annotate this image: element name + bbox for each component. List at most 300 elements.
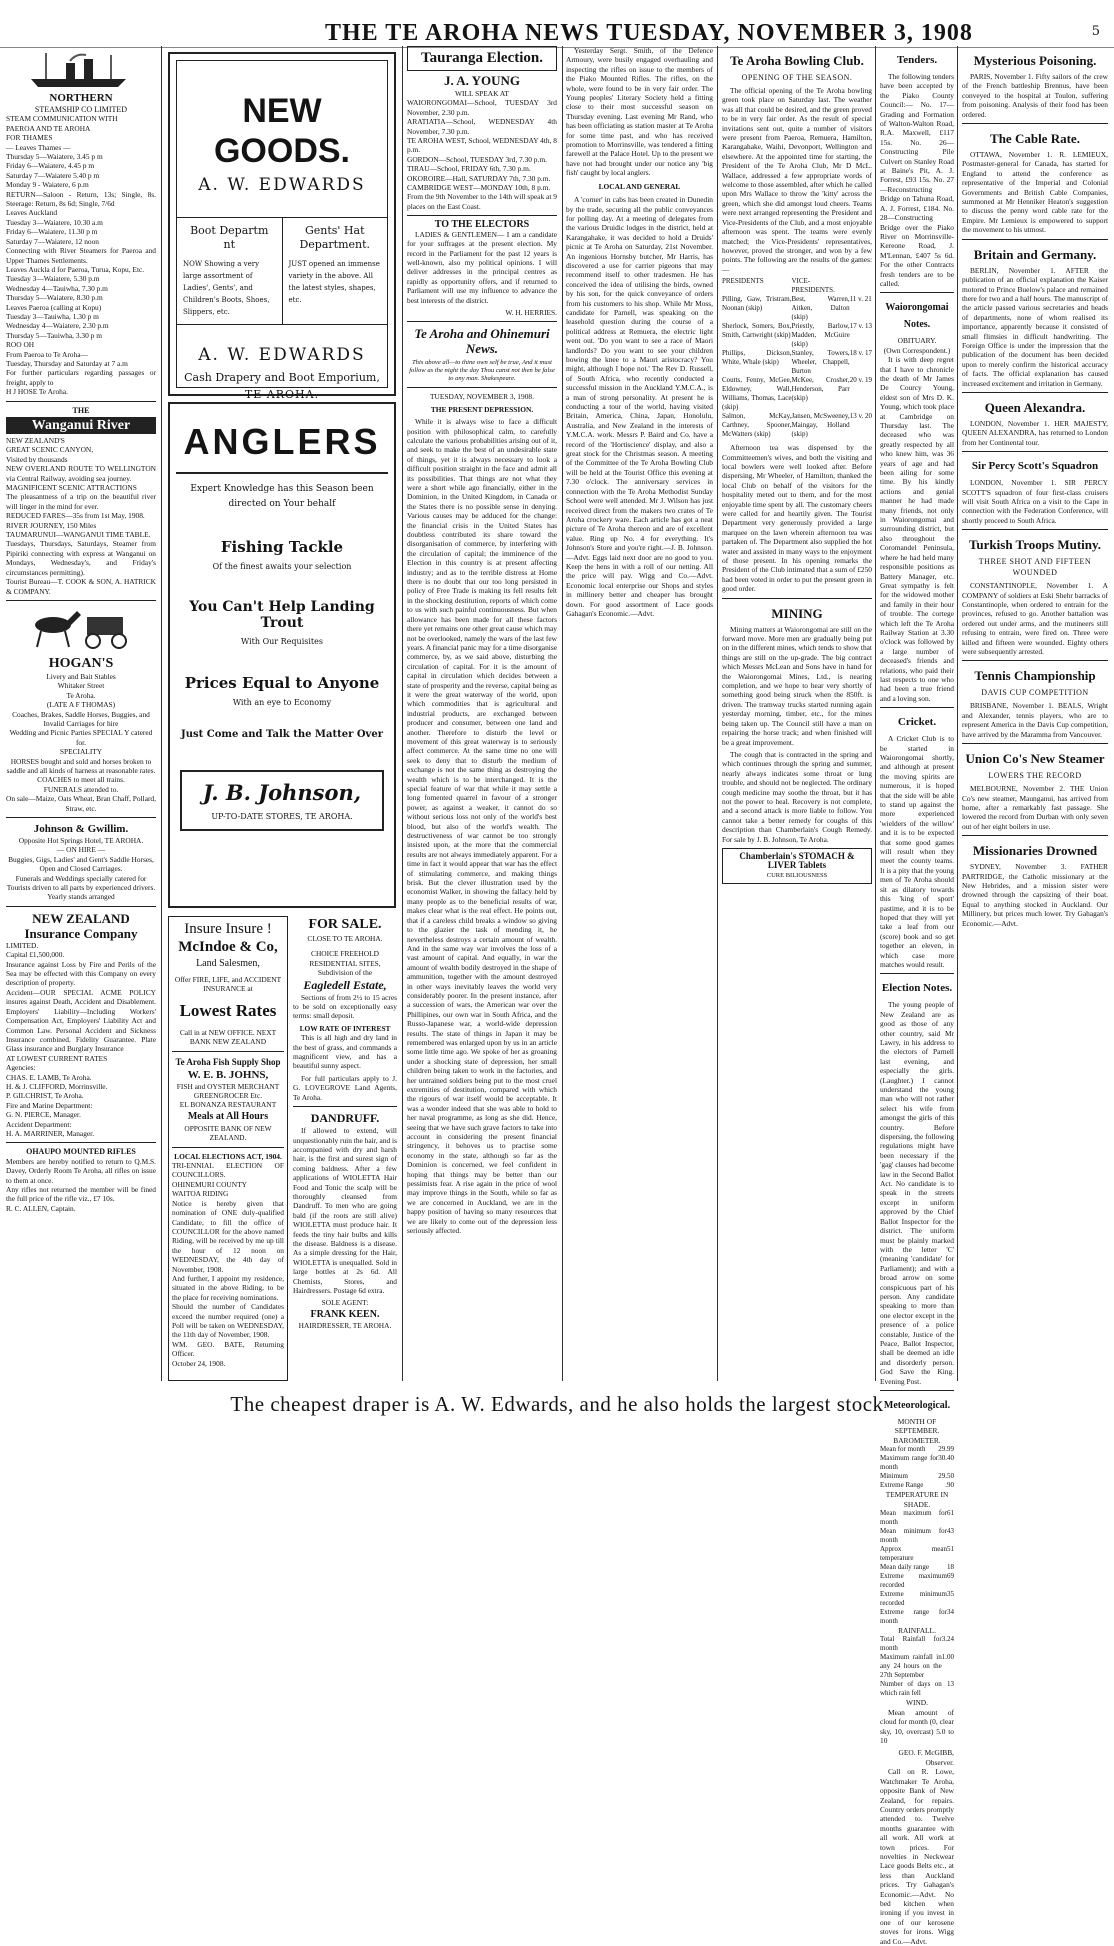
turkish-troops-title: Turkish Troops Mutiny. <box>968 537 1102 553</box>
bowling-subtitle: OPENING OF THE SEASON. <box>741 73 853 82</box>
mining-text: Mining matters at Waiorongomai are still on the forward move. More men are gradually being put on in the different mines, which tends to show that things are still on the up-grade. The big contract which Messrs McLean and Sons have in hand for the Waiorongomai Mines, Ltd., is nearing completion, and we hope to hear very shortly of something good being struck when the 850ft. is driven. The tramway trucks started running again yesterday morning, timber, etc., for the mines being taken up. The Council still have a man on repairing the horse track; and when finished will be a great improvement. <box>722 624 872 747</box>
johns-name: W. E. B. JOHNS, <box>187 1068 269 1081</box>
landing-trout: You Can't Help Landing Trout <box>189 599 375 631</box>
team-row <box>722 376 872 412</box>
col4-top-text: Yesterday Sergt. Smith, of the Defence Armoury, were busily engaged overhauling and inspecting the rifles on issue to the members of the Piako Mounted Rifles. The rifles, on the whole, were found to be in very fair order. The Young peoples' Literary Society held a fitting close to their most successful season on Thursday evening. Last evening Mr Rand, who has been officiating as station master at Te Aroha for some time past, and who has received promotion to Morrinsville, was tendered a fitting farewell at the Palace Hotel. Up to the present we have not had brought under our notice any 'big fish' caught by local anglers. <box>566 46 713 178</box>
rifles-line: Any rifles not returned the member will be fined the full price of the rifle viz., £7 10s. <box>6 1185 156 1204</box>
wanganui-timetable <box>6 436 156 596</box>
weather-label: Maximum rainfall in any 24 hours on the 27th September <box>880 1653 942 1680</box>
northern-line: Saturday 7—Waiatere, 12 noon <box>6 236 99 246</box>
northern-line: RETURN—Saloon - Return, 13s; Single, 8s. Steerage: Return, 8s 6d; Single, 7/6d <box>6 189 156 209</box>
column-rule <box>161 46 162 1381</box>
weather-value: 29.50 <box>938 1472 954 1481</box>
northern-line: Thursday 5—Waiatere, 3.45 p m <box>6 152 103 162</box>
northern-line: Tuesday 3—Waiatere, 10.30 a.m <box>6 217 103 227</box>
weather-value: 43 <box>947 1527 954 1536</box>
johnson-line: Tourists driven to all parts by experienced drivers. <box>6 883 156 893</box>
new-goods-name: A. W. EDWARDS <box>198 175 366 195</box>
chamberlain-title: Chamberlain's STOMACH & LIVER Tablets <box>739 850 855 871</box>
johnson-line: Buggies, Gigs, Ladies' and Gent's Saddle Horses, Open and Closed Carriages. <box>8 854 154 874</box>
bowling-text: The official opening of the Te Aroha bowling green took place on Saturday last. The weather was all that could be desired, and the green proved to be in very fair order. As the result of special invitations sent out, quite a number of visitors were present from Paeroa, Remuera, Hamilton, Karangahake, Waihi, Devonport, Wellington and elsewhere. At the appointed time for starting, the President of the Te Aroha Club, Mr D McL. Wallace, addressed a few appropriate words of welcome to those assembled, after which he called upon Mrs Wallace to throw the 'kitty' across the green, which she did amongst loud cheers. Teams were next arranged representing the President and Vice-Presidents of the Club, and a most enjoyable afternoon was spent. The teams were evenly matched; the Vice-Presidents' representatives, however, proved the stronger, and won by a few points. The following are the results of the games:— <box>722 86 872 274</box>
hogan-title: HOGAN'S <box>48 655 114 671</box>
local-elections-notice <box>172 1161 284 1368</box>
johnson-line: Funerals and Weddings specially catered for <box>15 873 147 883</box>
wind-label: WIND. <box>906 1698 928 1708</box>
waiorongomai-title: Waiorongomai Notes. <box>885 302 949 331</box>
team-names: Stanley, Towers, Wheeler, Chappell, Burton <box>791 349 850 376</box>
anglers-ad <box>168 402 396 908</box>
percy-scott-text: LONDON, November 1. SIR PERCY SCOTT'S squadron of four first-class cruisers will visit South Africa on a visit to the Cape in connection with the Federation Conference, will shortly proceed to South Africa. <box>962 478 1108 525</box>
northern-line: Leaves Auckland <box>6 208 58 218</box>
queen-alexandra-text: LONDON, November 1. HER MAJESTY, QUEEN ALEXANDRA, has returned to London from her Continental tour. <box>962 418 1108 447</box>
column-local <box>566 46 713 1381</box>
nz-insurance-line: AT LOWEST CURRENT RATES <box>6 1053 108 1063</box>
nz-insurance-line: G. N. PIERCE, Manager. <box>6 1110 81 1120</box>
prices-equal: Prices Equal to Anyone <box>184 674 380 692</box>
team-row <box>722 349 872 376</box>
land-salesmen: Land Salesmen, <box>196 958 260 969</box>
percy-scott-title: Sir Percy Scott's Squadron <box>971 460 1099 473</box>
team-names: Phillips, Dickson, White, Whale (skip) <box>722 349 792 367</box>
northern-line: Friday 6—Waiatere, 11.30 p m <box>6 227 98 237</box>
weather-value: 18 <box>947 1563 954 1572</box>
cricket-text: A Cricket Club is to be started in Waiorongomai shortly, and although at present the moving spirits are numerous, it is hoped that the side will be able to stand up against the more experienced 'wielders of the willow' and it is to be expected that some good games will result when they meet the county teams. It is a pity that the young men of Te Aroha should sit as dilatory towards this 'king of sport' pastime, and it is to be hoped that they will yet take a leaf from our (score) book and so get together an eleven, in which case more matches would result. <box>880 734 954 969</box>
johnson-line: Yearly stands arranged <box>47 892 115 902</box>
hat-department-text: JUST opened an immense variety in the above. All the latest styles, shapes, etc. <box>288 260 380 304</box>
hogan-line: Livery and Bait Stables <box>46 671 116 681</box>
missionaries-title: Missionaries Drowned <box>972 843 1098 859</box>
column-rule <box>402 46 403 1381</box>
chamberlain-sub: CURE BILIOUSNESS <box>766 871 828 879</box>
wanganui-line: REDUCED FARES—35s from 1st May, 1908. <box>6 511 145 521</box>
fishing-tackle-sub: Of the finest awaits your selection <box>212 562 352 571</box>
footer-advertisement: The cheapest draper is A. W. Edwards, and he also holds the largest stock <box>230 1392 884 1416</box>
team-score: 18 v. 17 <box>849 349 872 358</box>
column-editorial <box>407 46 557 1381</box>
hogan-line: Te Aroha. <box>66 690 96 700</box>
bowling-results-header <box>722 277 872 295</box>
meeting-item: GORDON—School, TUESDAY 3rd, 7.30 p.m. <box>407 154 547 164</box>
newspaper-title: THE TE AROHA NEWS TUESDAY, NOVEMBER 3, 1908 <box>325 20 973 46</box>
boot-department-title: Boot Departm nt <box>190 224 269 251</box>
observer: GEO. F. McGIBB, Observer. <box>898 1748 954 1767</box>
new-goods-frame <box>176 60 388 401</box>
local-elections-line: Notice is hereby given that nomination of ONE duly-qualified Candidate, to fill the office of COUNCILLOR for the above named Riding, will be received by me up till the hour of 12 noon on WEDNESDAY, the 4th day of November, 1908. <box>172 1198 284 1274</box>
local-elections-line: OHINEMURI COUNTY <box>172 1179 247 1189</box>
cricket-title: Cricket. <box>897 716 937 729</box>
weather-label: Maximum range for month <box>880 1454 939 1472</box>
subdivision: Subdivision of the <box>317 968 373 978</box>
tennis-title: Tennis Championship <box>974 668 1096 684</box>
nz-insurance-line: Fire and Marine Department: <box>6 1100 93 1110</box>
choice-sites: CHOICE FREEHOLD RESIDENTIAL SITES, <box>309 949 381 968</box>
nz-insurance-line: H. & J. CLIFFORD, Morrinsville. <box>6 1081 108 1091</box>
weather-value: 51 <box>947 1545 954 1554</box>
wanganui-line: TAUMARUNUI—WANGANUI TIME TABLE. <box>6 530 151 540</box>
fishing-tackle: Fishing Tackle <box>220 538 344 556</box>
hogan-line: Whitaker Street <box>57 681 105 691</box>
paper-motto: This above all—to thine own self be true, And it must follow as the night the day Thou canst not then be false to any man. Shakespeare. <box>409 359 555 383</box>
close-to-te-aroha: CLOSE TO TE AROHA. <box>307 934 383 943</box>
wanganui-line: RIVER JOURNEY, 150 Miles <box>6 520 97 530</box>
sole-agent: SOLE AGENT: <box>321 1298 369 1308</box>
column-ads-left <box>6 46 156 1381</box>
nz-insurance-line: P. GILCHRIST, Te Aroha. <box>6 1091 84 1101</box>
local-elections-title: LOCAL ELECTIONS ACT, 1904. <box>174 1151 282 1161</box>
insure-title: Insure Insure ! <box>184 921 272 937</box>
dandruff-text: If allowed to extend, will unquestionably ruin the hair, and is accompanied with dry and harsh hair, is the first and surest sign of coming baldness. After a few applications of WIOLETTA Hair Food and Tonic the scalp will be thoroughly cleansed from Dandruff. To men who are going bald (if the roots are still alive) WIOLETTA must produce hair. It feeds the tiny hair bulbs and kills the disease. Baldness is a disease. As a simple dressing for the Hair, WIOLETTA is unequalled. Sold in large bottles at 2s 6d. All Chemists, Stores, and Hairdressers. Postage 6d extra. <box>293 1126 397 1295</box>
northern-line: Friday 6—Waiatere, 4.45 p m <box>6 161 95 171</box>
apply-text: For full particulars apply to J. G. LOVEGROVE Land Agents, Te Aroha. <box>293 1073 397 1102</box>
hogan-line: SPECIALITY <box>59 747 103 757</box>
weather-row <box>880 1563 954 1572</box>
weather-row <box>880 1680 954 1698</box>
missionaries-text: SYDNEY, November 3. FATHER PARTRIDGE, the Catholic missionary at the New Hebrides, and a mission sister were drowned through the capsizing of their boat. Equal to anything stocked in Auckland. Our Millinery, but prices much lower. Try Gahagan's Economic.—Advt. <box>962 862 1108 928</box>
hogan-line: Wedding and Picnic Parties SPECIAL Y catered for. <box>9 728 153 747</box>
team-names: Sherlock, Somers, Box, Smith, Cartwright (skip) <box>722 322 792 340</box>
hogan-details <box>6 672 156 813</box>
leader-text: While it is always wise to face a difficult position with philosophical calm, to carefully calculate the various probabilities arising out of it, and seek to make the best of an undesirable state of things, yet it is always necessary to look a difficult position straight in the face and admit all its possibilities. That things are not what they were a short while ago financially, either in the Dominion, in the United Kingdom, in Canada or the States there is no possible sense in denying. Various causes may be adduced for the change: the financial crisis in the United States has doubtless contributed its share toward the disorganisation of commerce, by interfering with the circulation of capital; the imminence of the Election in this country is at present affecting industry; and as to the terrible distress at Home there is no doubt that our too long persisted in policy of Free Trade is making its fell results felt in the shocking destitution, reports of which come to us with such painful continuousness. But when allowance has been made for all these factors there yet remains one other great cause which may not be overlooked, namely the wars of the last few years. A financial panic may for a time disorganise commerce, by, as we said above, disturbing the circulation of capital. For it is the amount of capital in circulation which decides between a state of prosperity and the reverse, capital being as it were the great waterway of the world, upon which commodities that is agricultural and industrial products, are exchanged between producer and consumer, between one land and another. Therefore to disturb the level or movement of this great waterway is to seriously affect commerce. At the same time no one will seek to deny that to disturb the medium of exchange is not the same thing as destroying the wealth which is to be interchanged. It is the special feature of war that while it may settle a long fomented quarrel in favour of a stronger power, as against a weaker, it cannot do so without serious loss not only of the world's best blood, but also of the world's wealth. The destructiveness of war cannot be too strongly insisted upon, at the more that the commercial results are not always immediately apparent. For a time in fact it would appear that war has the effect of stimulating commerce, and making things brisk. But the clever illustration used by the economist Walker, in showing the fallacy held by many people as to the beneficial results of war, makes clear what is the real effect. He points out, that if a careless child breaks a window so giving to the glazier the task of mending it, he nevertheless destroys a certain amount of wealth. And in the same way war involves the loss of a vast amount of capital. And equally, in war the amount of wealth bodily destroyed in the shape of ammunition, together with the amount destroyed in other ways inevitably leaves the world very considerably poorer. In the present instance, after a succession of wars, the American war over the Phillipines, our own war in South Africa, and the Russo-Japanese war, a world-wide depression results. The state of things in Japan it may be remembered was enlarged upon by us in an article some little time ago. We spoke of her as groaning under a shocking state of depression, her small children being taken to work in the factories, and her untrained soldiers being put to the most cruel extremities of destitution, compared with which the rigours of war itself would be acceptable. It was a wonder indeed that she was able to hold to her naval programme, as long as she did. Hence, seeing that we have such grave factors to take into account in considering the present financial stringency, it behoves us to practise some economy in the state, although so far as the Dominion is concerned, we feel confident in hoping that things may be better than our pessimists fear. A rise again in the price of wool may improve things in the South, while so far as we are concerned in Auckland, we are in the happy position of having so many resources that we are likely to come out of the depression less seriously affected. <box>407 417 557 1236</box>
weather-value: 30.40 <box>938 1454 954 1463</box>
hogan-line: (LATE A F THOMAS) <box>46 700 116 710</box>
rainfall-label: RAINFALL. <box>898 1626 936 1636</box>
weather-value: 29.99 <box>938 1445 954 1454</box>
edwards-town: TE AROHA. <box>244 388 320 401</box>
weather-value: 69 <box>947 1572 954 1581</box>
anglers-title: ANGLERS <box>183 421 381 462</box>
rainfall-table <box>880 1635 954 1698</box>
temperature-label: TEMPERATURE IN SHADE. <box>885 1490 949 1509</box>
eagledell-estate: Eagledell Estate, <box>303 977 387 992</box>
weather-label: Mean for month <box>880 1445 926 1454</box>
nz-insurance-line: H. A. MARRINER, Manager. <box>6 1128 95 1138</box>
team-names: Priestly, Barlow, Madden, McGuire (skip) <box>791 322 850 349</box>
northern-line: STEAM COMMUNICATION WITH <box>6 114 118 124</box>
talk-matter: Just Come and Talk the Matter Over <box>181 729 383 740</box>
waiorongomai-text: It is with deep regret that I have to chronicle the death of Mr James De Courcy Young, eldest son of Mrs D. K. Young, which took place at Cambridge on Thursday last. The deceased who was greatly respected by all who knew him, was 36 years of age and had been ailing for some time. By his kindly actions and genial manner he had made many friends, not only in Waiorongomai and surrounding district, but also throughout the Coromandel Peninsula, where he had held many responsible positions as Battery Manager, etc. Great sympathy is felt for the widowed mother and family in their hour of trouble. The cortege which left the Te Aroha Railway Station at 3.30 o'clock was followed by a large number of deceased's friends and relations, who paid their last respects to one who had been a true friend and a loving son. <box>880 355 954 703</box>
hat-department <box>283 218 388 324</box>
local-elections-line: And further, I appoint my residence, situated in the above Riding, to be the place for receiving nominations. <box>172 1273 284 1302</box>
cable-rate-text: OTTAWA, November 1. R. LEMIEUX, Postmaster-general for Canada, has started for England to attend the conference as representative of the Imperial and Colonial Governments and British Cable Companies, summoned at Mr Henniker Heaton's suggestion to discuss the penny word cable rate for the Empire. Mr Lemieux is empowered to support the movement to his utmost. <box>962 150 1108 235</box>
view-text: This is all high and dry land in the best of grass, and commands a magnificent view, and has a beautiful sunny aspect. <box>293 1033 397 1071</box>
insure-ad <box>168 916 288 1381</box>
local-elections-line: WM. GEO. BATE, Returning Officer. <box>172 1339 284 1359</box>
weather-label: Mean maximum for month <box>880 1509 947 1527</box>
northern-line: FOR THAMES <box>6 133 53 143</box>
column-rule <box>562 46 563 1381</box>
prices-equal-sub: With an eye to Economy <box>232 698 332 707</box>
greengrocer: GREENGROCER Etc. <box>193 1091 263 1101</box>
meeting-item: TIRAU—School, FRIDAY 6th, 7.30 p.m. <box>407 164 531 174</box>
team-score: 13 v. 20 <box>849 412 872 421</box>
northern-line: Tuesday 3—Tauiwha, 1.30 p m <box>6 311 99 321</box>
northern-line: Tuesday, Thursday and Saturday at 7 a.m <box>6 358 128 368</box>
weather-row <box>880 1472 954 1481</box>
team-names: Pilling, Gaw, Tristram, Noonan (skip) <box>722 295 792 313</box>
team-names: Salmon, McKay, Carthney, Spooner, McWatters (skip) <box>722 412 792 439</box>
local-elections-line: WAITOA RIDING <box>172 1189 229 1199</box>
presidents-header: PRESIDENTS <box>722 277 764 286</box>
weather-row <box>880 1509 954 1527</box>
bowling-results-table <box>722 277 872 439</box>
weather-value: 61 <box>947 1509 954 1518</box>
turkish-troops-subtitle: THREE SHOT AND FIFTEEN WOUNDED <box>978 557 1092 578</box>
team-row <box>722 412 872 439</box>
frank-keen: FRANK KEEN. <box>310 1308 380 1320</box>
weather-row <box>880 1481 954 1490</box>
local-general-title: LOCAL AND GENERAL <box>598 181 681 191</box>
weather-value: 1.00 <box>941 1653 954 1662</box>
weather-label: Extreme maximum recorded <box>880 1572 947 1590</box>
insure-offer: Offer FIRE, LIFE, and ACCIDENT INSURANCE at <box>174 975 282 994</box>
johnson-line: Opposite Hot Springs Hotel, TE AROHA. <box>18 836 144 845</box>
restaurant: EL BONANZA RESTAURANT <box>179 1100 277 1110</box>
column-rule <box>717 46 718 1381</box>
rifles-notice <box>6 1157 156 1213</box>
northern-title: NORTHERN <box>49 92 113 104</box>
weather-row <box>880 1608 954 1626</box>
weather-row <box>880 1590 954 1608</box>
meeting-item: CAMBRIDGE WEST—MONDAY 10th, 8 p.m. <box>407 183 551 193</box>
boot-department <box>177 218 283 324</box>
cable-rate-title: The Cable Rate. <box>990 131 1080 147</box>
northern-line: — Leaves Thames — <box>6 142 71 152</box>
tenders-title: Tenders. <box>896 54 938 66</box>
queen-alexandra-title: Queen Alexandra. <box>984 399 1086 415</box>
rifles-line: R. C. ALLEN, Captain. <box>6 1203 76 1213</box>
herries-sign: W. H. HERRIES. <box>505 307 557 317</box>
meeting-item: WAIORONGOMAI—School, TUESDAY 3rd November, 2.30 p.m. <box>407 98 557 117</box>
nz-insurance-line: Agencies: <box>6 1063 36 1073</box>
team-score: 11 v. 21 <box>849 295 872 304</box>
wanganui-kicker: THE <box>72 405 90 415</box>
nz-insurance-line: Accident Department: <box>6 1119 72 1129</box>
cloud-text: Mean amount of cloud for month (0, clear sky, 10, overcast) 5.0 to 10 <box>880 1707 954 1746</box>
anglers-intro: Expert Knowledge has this Season been directed on Your behalf <box>190 484 374 509</box>
weather-label: Mean minimum for month <box>880 1527 947 1545</box>
weather-label: Extreme range for month <box>880 1608 947 1626</box>
vice-presidents-header: VICE-PRESIDENTS. <box>791 277 835 295</box>
weather-label: Mean daily range <box>880 1563 929 1572</box>
wanganui-line: Tuesdays, Thursdays, Saturdays, Steamer from Pipiriki connecting with express at Wanganui on Mondays, Wednesday's, and Friday's circumstances permitting). <box>6 539 156 577</box>
hogan-line: Coaches, Brakes, Saddle Horses, Buggies, and Invalid Carriages for hire <box>12 709 150 728</box>
weather-value: .90 <box>945 1481 954 1490</box>
fish-shop-title: Te Aroha Fish Supply Shop <box>175 1056 281 1067</box>
mining-title: MINING <box>771 605 823 621</box>
nz-insurance-line: CHAS. E. LAMB, Te Aroha. <box>6 1072 92 1082</box>
own-correspondent: (Own Correspondent.) <box>883 345 951 355</box>
weather-value: 3.24 <box>941 1635 954 1644</box>
northern-line: ROO OH <box>6 340 35 350</box>
northern-line: Tuesday 3—Waiatere, 5.30 p.m <box>6 274 100 284</box>
wanganui-line: Tourist Bureau—T. COOK & SON, A. HATRICK & COMPANY. <box>6 577 156 596</box>
northern-line: Thursday 5—Waiatere, 8.30 p.m <box>6 293 103 303</box>
new-office: Call in at NEW OFFICE. NEXT BANK NEW ZEALAND <box>179 1027 277 1047</box>
wanganui-line: NEW OVERLAND ROUTE TO WELLINGTON via Central Railway, avoiding sea journey. <box>6 464 156 483</box>
northern-line: H J HOSE Te Aroha. <box>6 387 68 397</box>
jb-johnson: J. B. Johnson, <box>202 780 362 805</box>
nz-insurance-line: Capital £1,500,000. <box>6 950 65 960</box>
meteorological-title: Meteorological. <box>883 1400 951 1411</box>
weather-label: Number of days on which rain fell <box>880 1680 942 1698</box>
for-sale-ad <box>293 916 397 1381</box>
northern-line: From Paeroa to Te Aroha— <box>6 349 88 359</box>
barometer-table <box>880 1445 954 1490</box>
northern-line: Wednesday 4—Tauiwha, 7.30 p.m <box>6 283 108 293</box>
hogan-line: FUNERALS attended to. <box>43 784 119 794</box>
wanganui-line: Visited by thousands <box>6 454 68 464</box>
team-score: 17 v. 13 <box>849 322 872 331</box>
northern-line: Saturday 7—Waiatere 5.40 p m <box>6 170 100 180</box>
bowling-title: Te Aroha Bowling Club. <box>730 53 864 68</box>
young-name: J. A. YOUNG <box>443 73 521 88</box>
for-sale-title: FOR SALE. <box>308 917 382 932</box>
johnson-line: — ON HIRE — <box>56 845 106 855</box>
steamship-icon <box>26 49 136 89</box>
local-elections-line: TRI-ENNIAL ELECTION OF COUNCILLORS. <box>172 1161 284 1180</box>
turkish-troops-text: CONSTANTINOPLE, November 1. A COMPANY of soldiers at Eski Shehr barracks of Constantinople, when ordered to entrain for the provinces, refused to go. Another battalion was ordered out under arms, and the mutineers still refusing to entrain, were fired on. Three were killed and fifteen were wounded. Eighty others were subsequently arrested. <box>962 581 1108 657</box>
weather-row <box>880 1545 954 1563</box>
nz-insurance-line: LIMITED. <box>6 940 39 950</box>
union-steamer-subtitle: LOWERS THE RECORD <box>988 771 1082 781</box>
paper-name: Te Aroha and Ohinemuri News. <box>414 326 550 357</box>
nz-insurance-line: Accident—OUR SPECIAL ACME POLICY insures against Death, Accident and Disablement. Employers' Liability—Including Workers' Compensation Act, Employers' Liability Act and Common Law. Personal Accident and Sickness Insurance combined. Fidelity Guarantee. Plate Glass insurance and Burglary Insurance <box>6 987 156 1054</box>
weather-row <box>880 1635 954 1653</box>
union-steamer-text: MELBOURNE, November 2. THE Union Co's new steamer, Maunganui, has arrived from home, after a remarkably fast passage. She lowered the record from Durban with only seven out of her eight boilers in use. <box>962 784 1108 831</box>
weather-value: 35 <box>947 1590 954 1599</box>
hat-department-title: Gents' Hat Department. <box>299 224 371 251</box>
britain-germany-title: Britain and Germany. <box>973 246 1097 262</box>
wanganui-line: NEW ZEALAND'S <box>6 436 65 445</box>
team-names: Best, Warren, Aitken, Dalton (skip) <box>791 295 850 322</box>
tennis-subtitle: DAVIS CUP COMPETITION <box>981 688 1089 698</box>
northern-timetable <box>6 114 156 396</box>
column-rule <box>957 46 958 1381</box>
weather-label: Total Rainfall for month <box>880 1635 942 1653</box>
meeting-item: ARATIATIA—School, WEDNESDAY 4th November, 7.30 p.m. <box>407 117 557 136</box>
horse-carriage-icon <box>21 605 141 653</box>
northern-line: Thursday 5—Tauiwha, 3.30 p m <box>6 330 102 340</box>
weather-value: 34 <box>947 1608 954 1617</box>
team-row <box>722 322 872 349</box>
union-steamer-title: Union Co's New Steamer <box>965 751 1105 767</box>
low-interest: LOW RATE OF INTEREST <box>299 1023 391 1033</box>
rifles-title: OHAUPO MOUNTED RIFLES <box>26 1147 136 1157</box>
leader-title: THE PRESENT DEPRESSION. <box>430 404 534 414</box>
tennis-text: BRISBANE, November 1. BEALS, Wright and Alexander, tennis players, who are to represent America in the Davis Cup competition, have arrived by the Maramma from Vancouver. <box>962 701 1108 739</box>
weather-row <box>880 1653 954 1680</box>
weather-label: Minimum <box>880 1472 909 1481</box>
lowest-rates: Lowest Rates <box>179 1000 277 1020</box>
meeting-item: TE AROHA WEST, School, WEDNESDAY 4th, 8 p.m. <box>407 136 557 155</box>
tenders-text: The following tenders have been accepted by the Piako County Council:— No. 17—Grading and Formation of Walton-Walton Road, R.A. Maxwell, £117 15s. No. 26—Constructing Pile Culvert on Stanley Road at Baine's Pit, A. J. Forrest, £93 15s. No. 27—Reconstructing Bridge on Tahuna Road, A. J. Forrest, £184. No. 28—Constructing Bridge over the Piako River on Morrinsville-Kereone Road, J. M'Lennan, £407 5s 6d. For the other Contracts fresh tenders are to be called. <box>880 72 954 288</box>
weather-row <box>880 1527 954 1545</box>
weather-label: Extreme Range <box>880 1481 924 1490</box>
weather-value: 13 <box>947 1680 954 1689</box>
paper-date: TUESDAY, NOVEMBER 3, 1908. <box>430 392 534 402</box>
meeting-item: From the 9th November to the 14th will speak at 9 places on the East Coast. <box>407 192 557 211</box>
weather-row <box>880 1572 954 1590</box>
column-bowling <box>722 46 872 1381</box>
team-names: Coutts, Fenny, McGee, Eldowney, Wall, Williams, Thomas, Lace (skip) <box>722 376 792 412</box>
local-elections-line: October 24, 1908. <box>172 1358 226 1368</box>
team-names: Jansen, McSweeney, Maingay, Holland (skip) <box>791 412 850 439</box>
new-goods-title: NEW GOODS. <box>213 92 351 170</box>
will-speak: WILL SPEAK AT <box>455 89 509 98</box>
weather-row <box>880 1445 954 1454</box>
chamberlain-ad <box>722 848 872 884</box>
column-cables <box>962 46 1108 1381</box>
cough-ad-text: The cough that is contracted in the spring and which continues through the spring and summer, nearly always indicates some throat or lung trouble, and should not be neglected. The ordinary cough medicine may soothe the throat, but it has not the power to heal. Recovery is not complete, and a second attack is more liable to follow. You cannot take a better remedy for coughs of this description than Chamberlain's Cough Remedy. For sale by J. B. Johnson, Te Aroha. <box>722 749 872 844</box>
nz-insurance-details <box>6 941 156 1139</box>
team-row <box>722 295 872 322</box>
hogan-line: On sale—Maize, Oats Wheat, Bran Chaff, Pollard, Straw, etc. <box>6 794 156 813</box>
wanganui-line: MAGNIFICENT SCENIC ATTRACTIONS <box>6 483 137 493</box>
tauranga-title: Tauranga Election. <box>407 46 557 71</box>
weather-label: Approx mean temperature <box>880 1545 947 1563</box>
northern-line: Monday 9 - Waiatere, 6 p.m <box>6 180 89 190</box>
johnson-box <box>180 770 384 831</box>
herries-address: LADIES & GENTLEMEN— I am a candidate for your suffrages at the present election. My record in the Parliament for the past 12 years is well-known, also my political opinions. I will deliver addresses in the principal centres as rapidly as opportunity offers, and if returned to Parliament will use my influence to advance the best interests of the district. <box>407 229 557 305</box>
mysterious-poisoning-text: PARIS, November 1. Fifty sailors of the crew of the French battleship Brennus, have been conveyed to the hospital at Toulon, suffering from poisoning. Analysis of their food has been ordered. <box>962 72 1108 119</box>
meals: Meals at All Hours <box>187 1110 269 1122</box>
hogan-line: HORSES bought and sold and horses broken to saddle and all kinds of harness at reasonable rates. <box>6 756 156 775</box>
weather-label: Extreme minimum recorded <box>880 1590 947 1608</box>
northern-line: Leaves Paeroa (calling at Kopu) <box>6 302 102 312</box>
johnson-gwillim-title: Johnson & Gwillim. <box>33 823 129 835</box>
nz-insurance-line: Insurance against Loss by Fire and Perils of the Sea may be effected with this Company on every description of property. <box>6 959 156 988</box>
keen-sub: HAIRDRESSER, TE AROHA. <box>298 1320 392 1330</box>
sections-text: Sections of from 2½ to 15 acres to be sold on exceptionally easy terms: small deposit. <box>293 992 397 1021</box>
masthead <box>0 18 1114 48</box>
departments-row <box>177 217 387 325</box>
edwards-line: Cash Drapery and Boot Emporium, <box>184 371 380 384</box>
nz-insurance-title: NEW ZEALAND Insurance Company <box>24 910 138 941</box>
page-number: 5 <box>1091 24 1100 39</box>
temperature-table <box>880 1509 954 1626</box>
new-goods-ad <box>168 52 396 401</box>
britain-germany-text: BERLIN, November 1. AFTER the publication of an official explanation the Kaiser motored to Prince Buelow's palace and remained there for two and a half hours. The manuscript of the article passed various secretaries and heads of departments, none of whom realised its importance, apparently because it consisted of small flimsies in difficult handwriting. The Foreign Office is under the impression that the publication of the document has been decided upon to merely confirm the historical accuracy of facts. The official explanation has caused increased excitement and irritation in Germany. <box>962 265 1108 388</box>
johnson-gwillim-details <box>6 836 156 902</box>
obituary: OBITUARY. <box>897 336 937 346</box>
month-label: MONTH OF SEPTEMBER. <box>894 1417 940 1436</box>
wanganui-title: Wanganui River <box>6 417 156 434</box>
northern-line: PAEROA AND TE AROHA <box>6 123 91 133</box>
johns-sub: FISH and OYSTER MERCHANT <box>176 1081 280 1091</box>
column-rule <box>875 46 876 1381</box>
opposite-bank: OPPOSITE BANK OF NEW ZEALAND. <box>184 1123 272 1143</box>
landing-trout-sub: With Our Requisites <box>241 637 323 646</box>
weather-row <box>880 1454 954 1472</box>
dandruff-title: DANDRUFF. <box>310 1111 380 1126</box>
col5-end-text: Call on R. Lowe, Watchmaker Te Aroha, opposite Bank of New Zealand, for repairs. Country orders promptly attended to. Twelve months guarantee with all work. All work at town prices. For novelties in Neckwear Lace goods Belts etc., at less than Auckland prices. Try Gahagan's Economic.—Advt. No bed kitchen when ironing if you invest in one of our kerosene stoves for irons. Wigg and Co.—Advt. <box>880 1767 954 1946</box>
election-notes-text: The young people of New Zealand are as good as those of any other country, said Mr Lawry, in his address to the electors of Parnell last evening, and especially the girls. (Laughter.) I cannot understand the young man who will not rather select his wife from amongst the girls of this country. Before dispersing, the following regulations might have been necessary if the 'gag' clauses had become law in the Second Ballot Act. No candidate is to speak in the streets except in uniform approved by the Chief Ballot Inspector for the district. The uniform must be plainly marked with the letter 'C' (meaning 'candidate' for Parliament); and with a broad arrow on some conspicuous part of his person. Any candidate speaking to more than one elector except in the presence of a police constable, Justice of the Peace, Ballot Inspector, shall be deemed an idle and disorderly person. God Save the King. Evening Post. <box>880 1000 954 1386</box>
meeting-item: OKOROIRE—Hall, SATURDAY 7th, 7.30 p.m. <box>407 173 551 183</box>
meeting-list <box>407 98 557 211</box>
team-score: 20 v. 19 <box>849 376 872 385</box>
edwards-name: A. W. EDWARDS <box>198 345 366 365</box>
uptodate-stores: UP-TO-DATE STORES, TE AROHA. <box>211 812 353 821</box>
wanganui-line: GREAT SCENIC CANYON, <box>6 445 94 455</box>
northern-subtitle: STEAMSHIP CO LIMITED <box>34 105 128 114</box>
election-notes-title: Election Notes. <box>881 982 953 995</box>
local-elections-line: Should the number of Candidates exceed the number required (one) a Poll will be taken on WEDNESDAY, the 11th day of November, 1908. <box>172 1302 284 1340</box>
wanganui-line: The pleasantness of a trip on the beautiful river will linger in the mind for ever. <box>6 492 156 511</box>
column-district <box>880 46 954 1946</box>
rifles-line: Members are hereby notified to return to Q.M.S. Davey, Orderly Room Te Aroha, all rifles on issue to them at once. <box>6 1156 156 1185</box>
electors-title: TO THE ELECTORS <box>434 219 530 231</box>
northern-line: Connecting with River Steamers for Paeroa and Upper Thames Settlements. <box>6 246 156 265</box>
